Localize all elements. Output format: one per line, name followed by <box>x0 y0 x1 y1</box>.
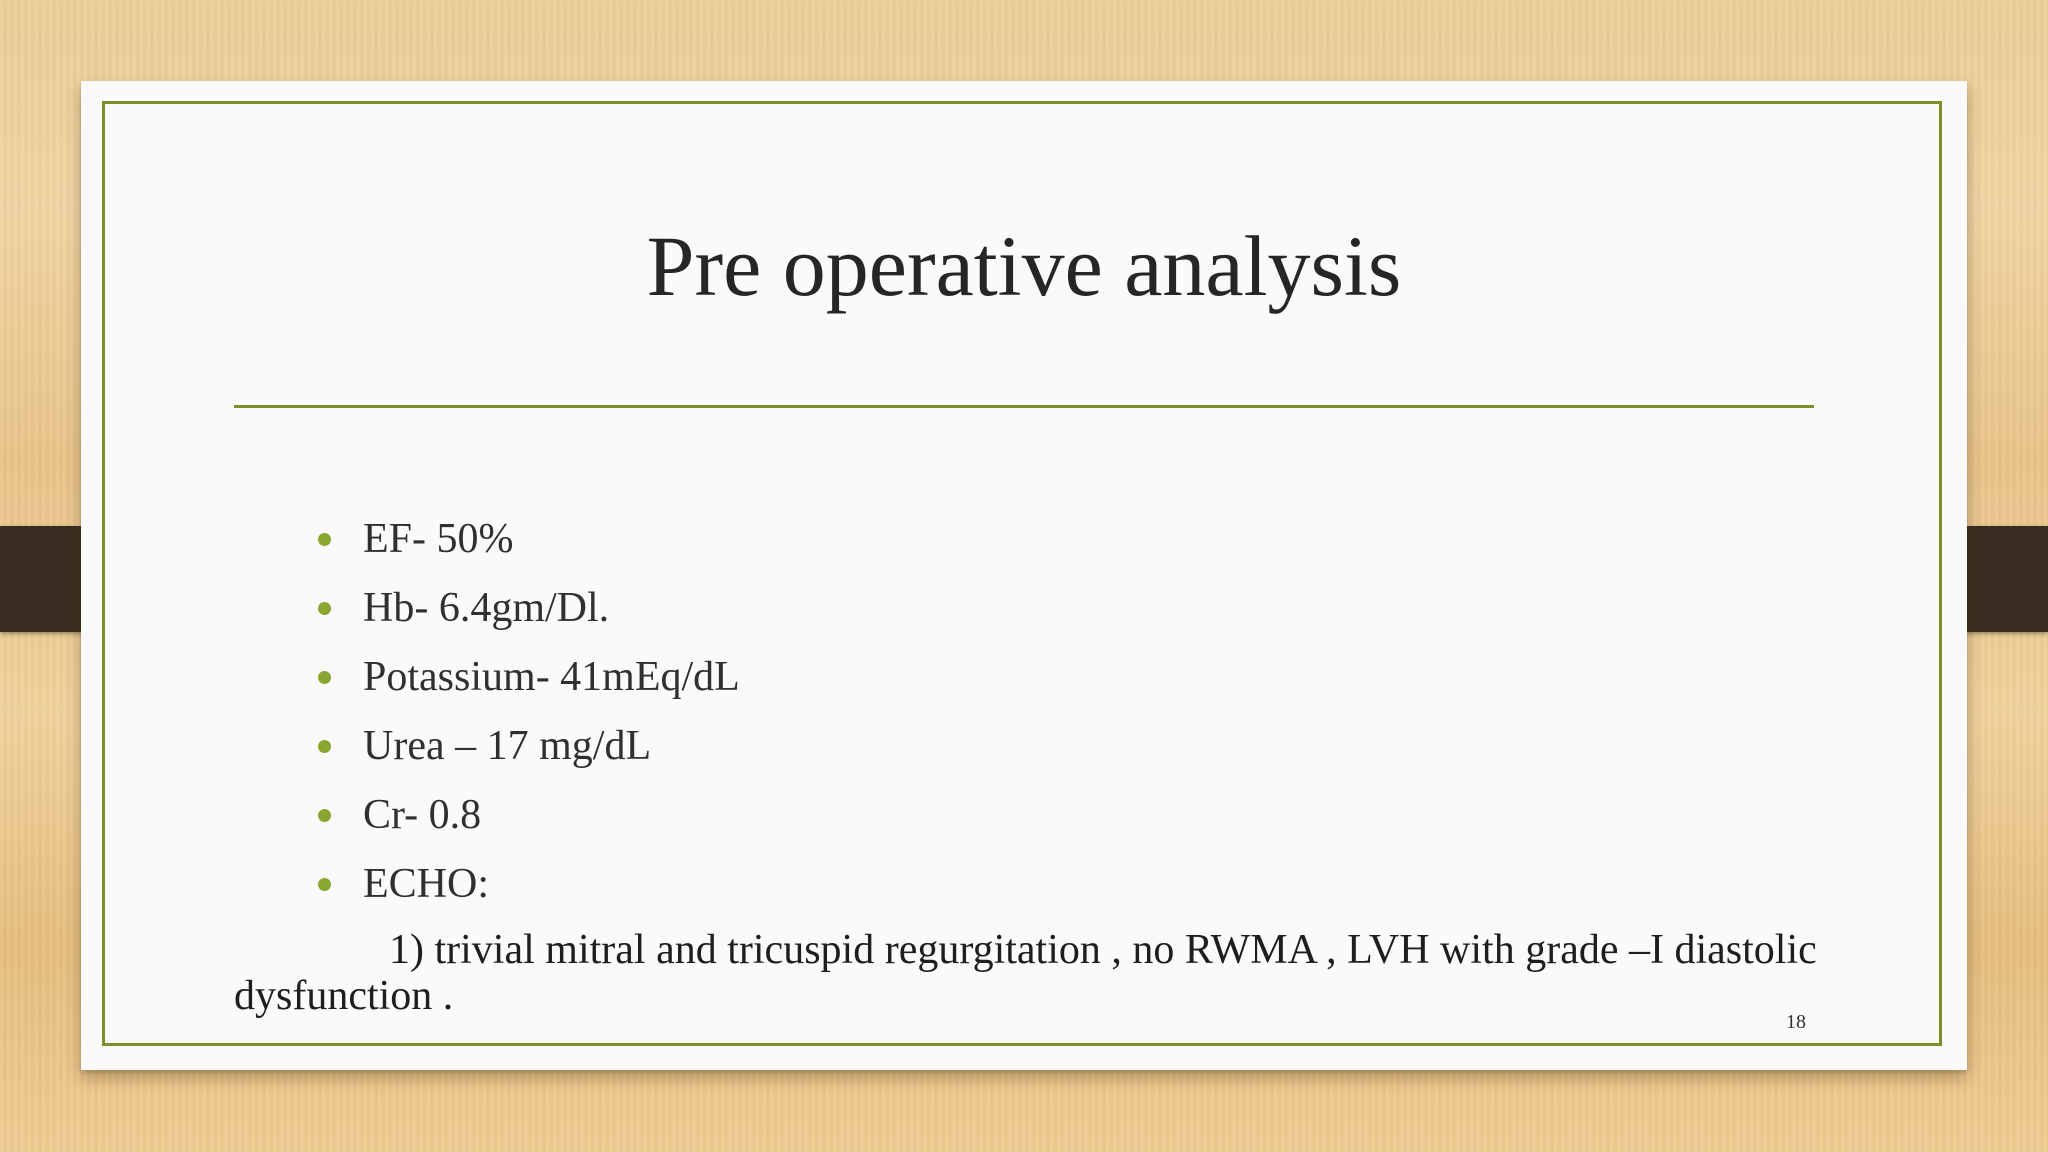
title-divider <box>234 405 1814 408</box>
list-item <box>236 850 740 919</box>
bullet-dot-icon <box>318 671 331 684</box>
list-item-text: Hb- 6.4gm/Dl. <box>363 585 610 631</box>
slide-title: Pre operative analysis <box>646 218 1402 314</box>
page-number: 18 <box>1786 1011 1806 1033</box>
bullet-dot-icon <box>318 878 331 891</box>
list-item-text: Urea – 17 mg/dL <box>363 723 652 769</box>
list-item-text: ECHO: <box>363 861 489 907</box>
list-item-text: Cr- 0.8 <box>363 792 482 838</box>
bullet-dot-icon <box>318 740 331 753</box>
bullet-dot-icon <box>318 809 331 822</box>
list-item-text: EF- 50% <box>363 516 514 562</box>
bullet-list <box>236 505 740 919</box>
list-item <box>236 643 740 712</box>
echo-detail-paragraph: 1) trivial mitral and tricuspid regurgitation , no RWMA , LVH with grade –I diastolic dysfunction . <box>234 927 1817 1019</box>
list-item <box>236 712 740 781</box>
list-item <box>236 505 740 574</box>
list-item <box>236 781 740 850</box>
bullet-dot-icon <box>318 602 331 615</box>
list-item-text: Potassium- 41mEq/dL <box>363 654 740 700</box>
slide-paper <box>81 81 1967 1070</box>
bullet-dot-icon <box>318 533 331 546</box>
list-item <box>236 574 740 643</box>
